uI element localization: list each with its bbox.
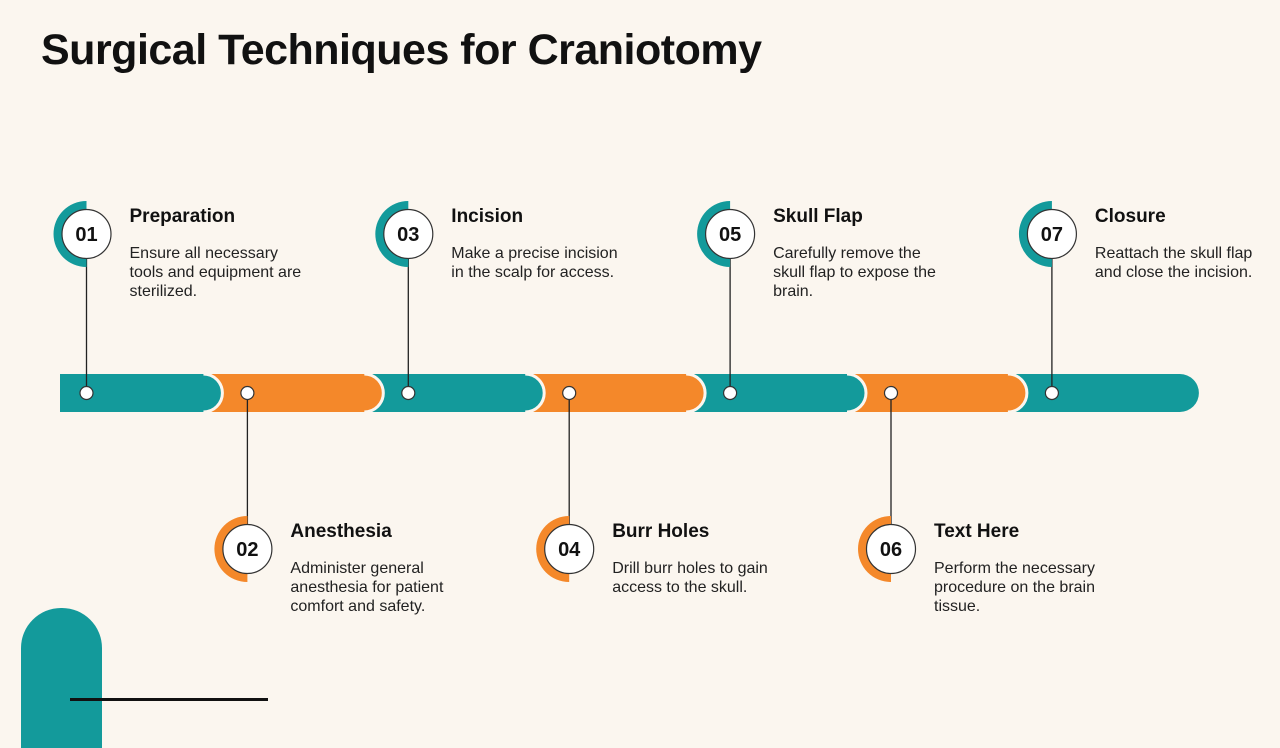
step-title-03: Incision [451,206,524,227]
step-description-06: Perform the necessary procedure on the brain tissue. [934,560,1095,615]
step-number: 05 [718,224,742,246]
step-number: 01 [75,224,98,246]
step-title-02: Anesthesia [290,521,392,542]
step-number: 07 [1040,224,1064,246]
timeline-segment-02 [203,374,394,412]
step-title-05: Skull Flap [773,206,863,227]
timeline-dot-06 [885,387,898,400]
step-title-06: Text Here [934,521,1020,542]
step-description-02: Administer general anesthesia for patient comfort and safety. [290,560,444,615]
timeline-dot-02 [241,387,254,400]
step-description-05: Carefully remove the skull flap to expose the brain. [773,245,936,300]
step-number: 02 [236,539,259,561]
timeline-segment-05 [686,374,877,412]
step-description-03: Make a precise incision in the scalp for access. [451,245,618,281]
step-number: 03 [397,224,420,246]
timeline-segment-04 [525,374,716,412]
step-description-04: Drill burr holes to gain access to the skull. [612,560,768,596]
timeline-dot-04 [563,387,576,400]
step-badge-04 [536,516,594,582]
timeline-segment-07 [1008,374,1199,412]
step-title-01: Preparation [129,206,236,227]
step-badge-02 [214,516,272,582]
step-description-01: Ensure all necessary tools and equipment are sterilized. [129,245,302,300]
decorative-arch [21,608,102,748]
step-badge-01 [54,201,111,267]
step-badge-07 [1019,201,1076,267]
step-badge-03 [375,201,432,267]
decorative-line [70,698,268,701]
timeline-dot-05 [724,387,737,400]
timeline-dot-07 [1045,387,1058,400]
step-title-07: Closure [1094,206,1166,227]
step-number: 04 [558,539,581,561]
timeline-dot-03 [402,387,415,400]
step-title-04: Burr Holes [612,521,710,542]
timeline-dot-01 [80,387,93,400]
timeline-segment-03 [364,374,555,412]
step-number: 06 [879,539,903,561]
timeline-segment-06 [847,374,1038,412]
step-badge-06 [858,516,916,582]
step-badge-05 [697,201,754,267]
timeline-bar [60,374,1199,412]
step-description-07: Reattach the skull flap and close the incision. [1094,245,1253,281]
page-title: Surgical Techniques for Craniotomy [41,26,762,74]
